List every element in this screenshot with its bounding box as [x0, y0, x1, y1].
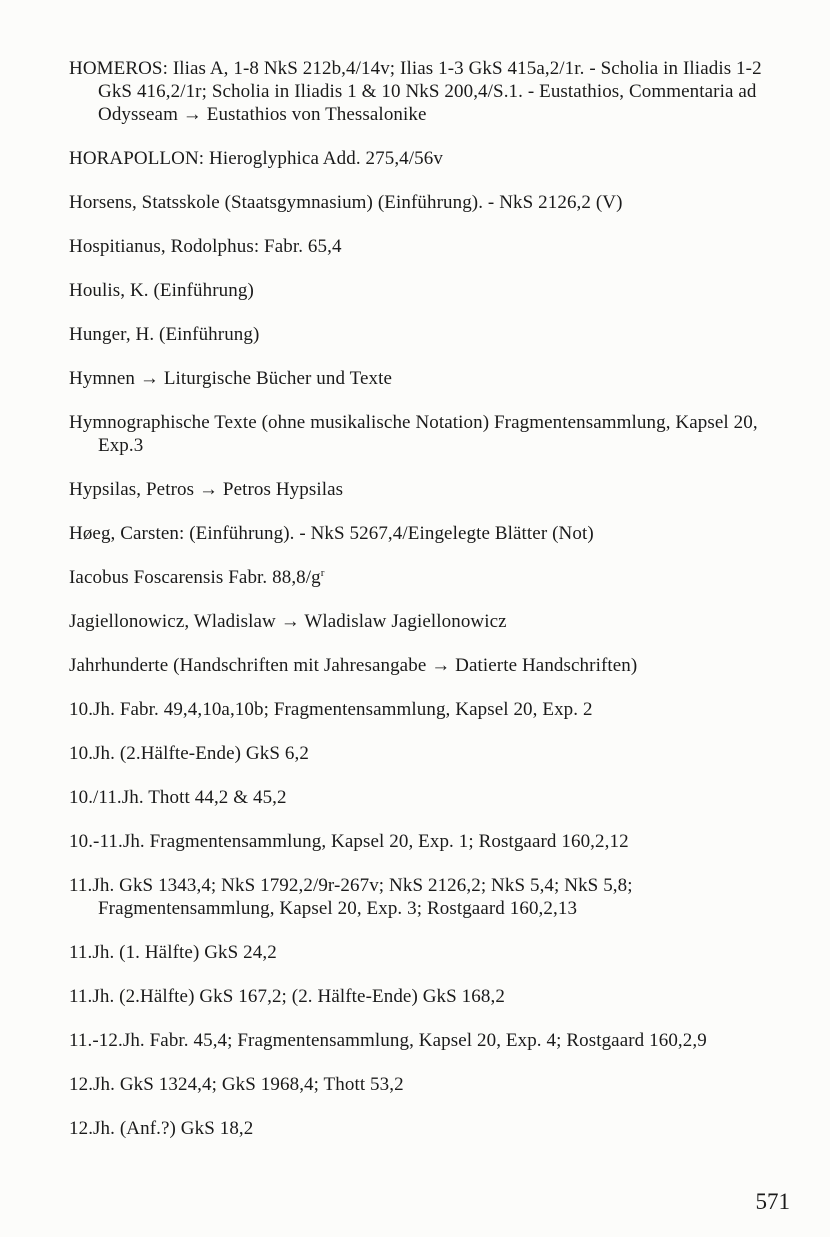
index-entry: Hymnen → Liturgische Bücher und Texte — [69, 368, 393, 389]
index-entry: 10./11.Jh. Thott 44,2 & 45,2 — [69, 787, 287, 808]
index-entry: Jahrhunderte (Handschriften mit Jahresangabe → Datierte Handschriften) — [69, 655, 638, 676]
index-entries — [69, 57, 785, 1161]
index-entry: 11.Jh. (2.Hälfte) GkS 167,2; (2. Hälfte-Ende) GkS 168,2 — [69, 986, 505, 1007]
index-entry: Hymnographische Texte (ohne musikalische Notation) Fragmentensammlung, Kapsel 20, Exp.3 — [69, 412, 758, 456]
index-entry: HORAPOLLON: Hieroglyphica Add. 275,4/56v — [69, 148, 443, 169]
superscript: r — [320, 567, 325, 579]
index-entry: Hypsilas, Petros → Petros Hypsilas — [69, 479, 344, 500]
index-entry: Iacobus Foscarensis Fabr. $88,8/g^r$ — [69, 567, 325, 588]
index-entry: Houlis, K. (Einführung) — [69, 280, 254, 301]
index-entry: Hunger, H. (Einführung) — [69, 324, 260, 345]
index-entry: Jagiellonowicz, Wladislaw → Wladislaw Jagiellonowicz — [69, 611, 507, 632]
page-number: 571 — [755, 1189, 790, 1214]
index-entry: 11.-12.Jh. Fabr. 45,4; Fragmentensammlung, Kapsel 20, Exp. 4; Rostgaard 160,2,9 — [69, 1030, 707, 1051]
index-entry: 12.Jh. (Anf.?) GkS 18,2 — [69, 1118, 254, 1139]
index-entry: 10.Jh. Fabr. 49,4,10a,10b; Fragmentensammlung, Kapsel 20, Exp. 2 — [69, 699, 593, 720]
index-entry: 12.Jh. GkS 1324,4; GkS 1968,4; Thott 53,2 — [69, 1074, 404, 1095]
index-entry: Hospitianus, Rodolphus: Fabr. 65,4 — [69, 236, 342, 257]
index-entry: Høeg, Carsten: (Einführung). - NkS 5267,4/Eingelegte Blätter (Not) — [69, 523, 594, 544]
index-entry: 11.Jh. GkS 1343,4; NkS 1792,2/9r-267v; NkS 2126,2; NkS 5,4; NkS 5,8; Fragmentensammlung, Kapsel 20, Exp. 3; Rostgaard 160,2,13 — [69, 875, 633, 919]
index-entry: 10.-11.Jh. Fragmentensammlung, Kapsel 20, Exp. 1; Rostgaard 160,2,12 — [69, 831, 629, 852]
index-entry: Horsens, Statsskole (Staatsgymnasium) (Einführung). - NkS 2126,2 (V) — [69, 192, 623, 213]
index-entry: 11.Jh. (1. Hälfte) GkS 24,2 — [69, 942, 277, 963]
index-entry: HOMEROS: Ilias A, 1-8 NkS 212b,4/14v; Ilias 1-3 GkS 415a,2/1r. - Scholia in Iliadis 1-2 GkS 416,2/1r; Scholia in Iliadis 1 & 10 NkS 200,4/S.1. - Eustathios, Commentaria ad Odysseam → Eustathios von Thessalonike — [69, 58, 762, 125]
index-entry: 10.Jh. (2.Hälfte-Ende) GkS 6,2 — [69, 743, 309, 764]
